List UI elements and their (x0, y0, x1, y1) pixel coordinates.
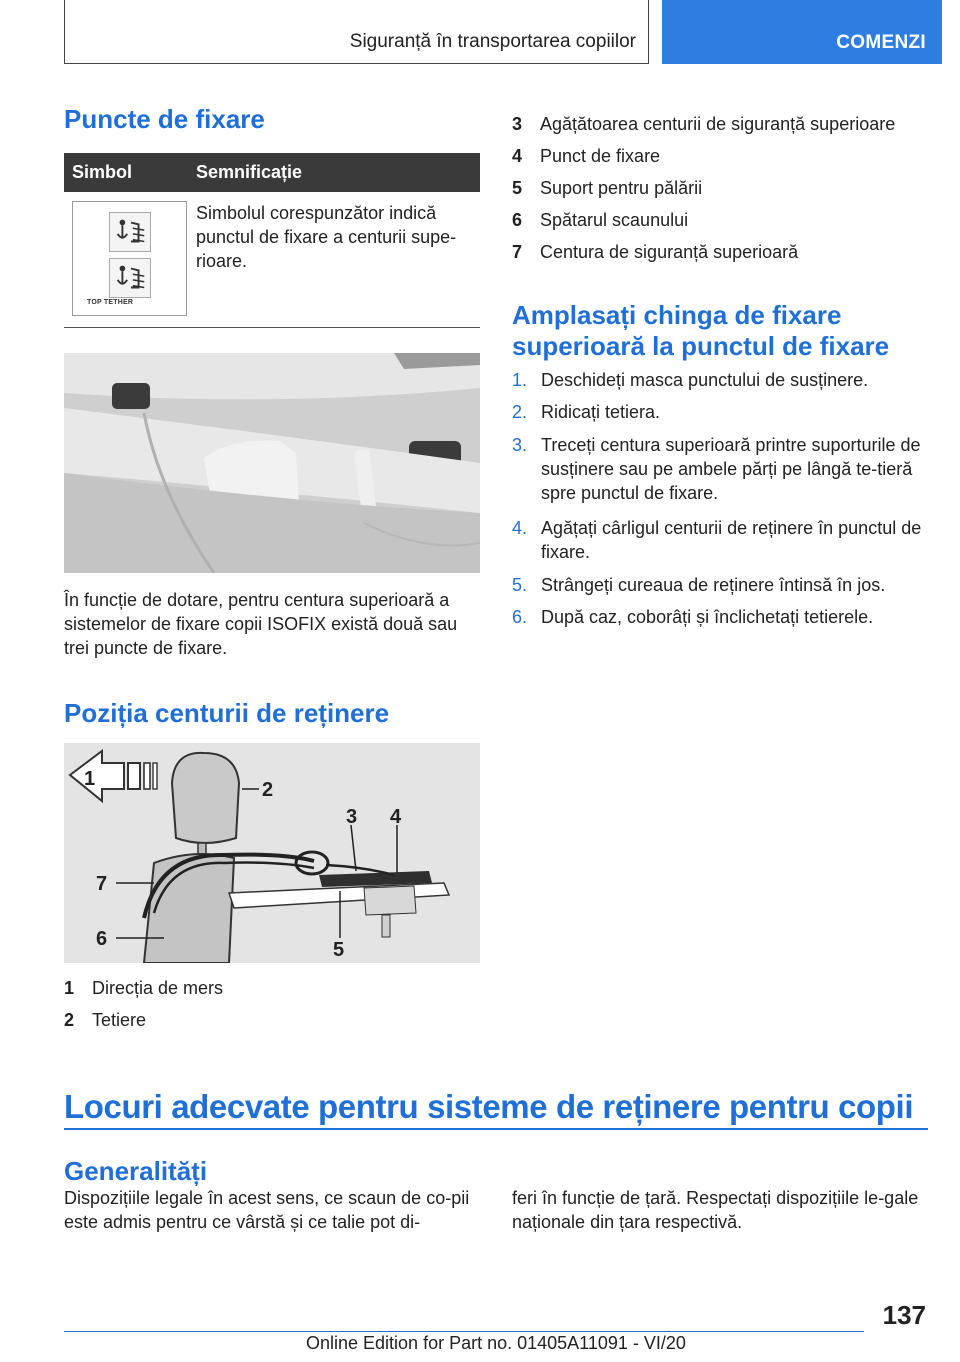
step-text: Deschideți masca punctului de susținere. (541, 370, 869, 390)
symbol-table-header (64, 153, 480, 192)
col-symbol: Simbol (72, 162, 133, 182)
step-number: 4. (512, 518, 528, 538)
heading-attach-strap (512, 300, 932, 362)
instruction-steps (512, 368, 932, 638)
top-tether-icon (109, 258, 151, 298)
legend-text: Punct de fixare (540, 146, 661, 166)
edition-info: Online Edition for Part no. 01405A11091 - VI/20 (306, 1333, 686, 1353)
legend-num: 3 (512, 114, 523, 134)
diagram-label-2: 2 (262, 779, 274, 801)
running-header (64, 0, 649, 64)
step-number: 3. (512, 435, 528, 455)
chapter-tab[interactable] (662, 0, 942, 64)
legend-num: 6 (512, 210, 523, 230)
general-paragraph-left: Dispozițiile legale în acest sens, ce scaun de co-pii este admis pentru ce vârstă și ce talie pot di- (64, 1188, 470, 1232)
step-number: 6. (512, 607, 528, 627)
child-seat-anchor-icon (109, 212, 151, 252)
tether-position-diagram (64, 743, 480, 963)
legend-num: 4 (512, 146, 523, 166)
legend-text: Centura de siguranță superioară (540, 242, 799, 262)
legend-num: 1 (64, 978, 75, 998)
diagram-label-3: 3 (346, 806, 358, 828)
diagram-label-6: 6 (96, 928, 108, 950)
diagram-label-1: 1 (84, 768, 96, 790)
heading-general: Generalități (64, 1156, 208, 1186)
step-number: 1. (512, 370, 528, 390)
legend-text: Spătarul scaunului (540, 210, 689, 230)
page-number: 137 (882, 1300, 926, 1330)
legend-text: Suport pentru pălării (540, 178, 703, 198)
table-divider (64, 327, 480, 328)
step-text: Ridicați tetiera. (541, 402, 661, 422)
heading-strap-position: Poziția centurii de reținere (64, 698, 390, 728)
legend-right (512, 112, 928, 272)
step-text: Treceți centura superioară printre suporturile de susținere sau pe ambele părți pe lângă te-tieră spre punctul de fixare. (541, 435, 921, 503)
chapter-tab-label: COMENZI (836, 32, 926, 53)
col-meaning: Semnificație (196, 162, 303, 182)
diagram-label-7: 7 (96, 873, 108, 895)
step-text: Strângeți cureaua de reținere întinsă în jos. (541, 575, 886, 595)
symbol-cell (72, 201, 187, 316)
symbol-meaning: Simbolul corespunzător indică punctul de fixare a centurii supe-rioare. (196, 203, 457, 271)
legend-num: 7 (512, 242, 523, 262)
section-rule (64, 1128, 928, 1130)
legend-text: Tetiere (92, 1010, 147, 1030)
legend-left (64, 976, 480, 1036)
section-title-child-seats: Locuri adecvate pentru sisteme de reținere pentru copii (64, 1088, 914, 1125)
legend-num: 2 (64, 1010, 75, 1030)
heading-attach-line1: Amplasați chinga de fixare (512, 300, 842, 330)
anchor-points-paragraph: În funcție de dotare, pentru centura superioară a sistemelor de fixare copii ISOFIX există două sau trei puncte de fixare. (64, 590, 458, 658)
legend-text: Direcția de mers (92, 978, 224, 998)
step-number: 5. (512, 575, 528, 595)
step-text: După caz, coborâți și înclichetați tetierele. (541, 607, 874, 627)
diagram-label-5: 5 (333, 939, 345, 961)
top-tether-caption: TOP TETHER (87, 299, 134, 306)
step-text: Agățați cârligul centurii de reținere în punctul de fixare. (541, 518, 922, 562)
step-number: 2. (512, 402, 528, 422)
footer-rule (64, 1331, 864, 1332)
section-title: Siguranță în transportarea copiilor (349, 31, 636, 52)
general-paragraph-right: feri în funcție de țară. Respectați dispozițiile le-gale naționale din țara respectivă. (512, 1188, 919, 1232)
heading-anchor-points: Puncte de fixare (64, 104, 265, 134)
diagram-label-4: 4 (390, 806, 402, 828)
heading-attach-line2: superioară la punctul de fixare (512, 331, 890, 361)
legend-num: 5 (512, 178, 523, 198)
rear-shelf-photo (64, 353, 480, 573)
legend-text: Agățătoarea centurii de siguranță superioare (540, 114, 896, 134)
